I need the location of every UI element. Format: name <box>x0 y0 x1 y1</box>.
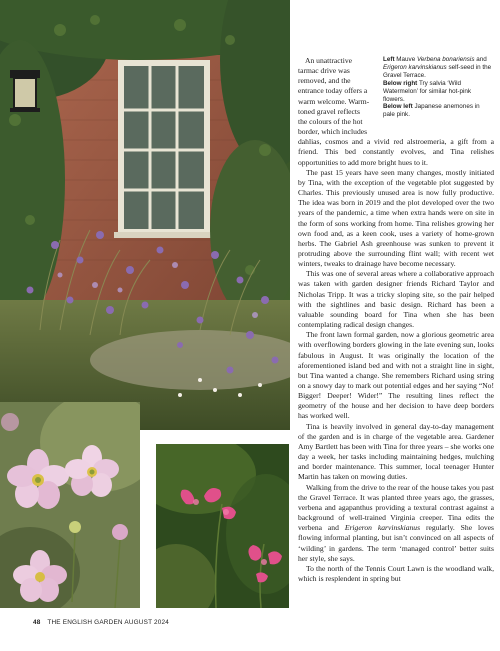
caption-left-label: Left <box>383 56 395 63</box>
caption-left-text: Mauve <box>396 56 416 63</box>
text-run: regularly. She loves flowing informal planting, but isn’t convinced on all aspects of ‘wilding’ in gardens. The term ‘managed control’ better suits her style, she says. <box>298 523 494 563</box>
article-paragraph: This was one of several areas where a collaborative approach was taken with garden designer friends Richard Taylor and Nicholas Tripp. It was a tricky sloping site, so the pair helped with the sightlines and basic design. Richard has been a valuable sounding board for Tina when she has been contemplating radical design changes. <box>298 269 494 330</box>
text-line: toned gravel reflects <box>298 106 360 116</box>
caption-species: Erigeron karvinskianus <box>383 63 447 71</box>
article-paragraph: The past 15 years have seen many changes, mostly initiated by Tina, with the exception of the vegetable plot suggested by Charles. This previously unused area is now fully productive. The idea was born in 2019 and the plot developed over the two years of the pandemic, a time when extra hands were on site in the form of sons working from home. Tina relishes growing her own food and, as a keen cook, uses a variety of home-grown herbs. The Gabriel Ash greenhouse was sunken to prevent it protruding above the surrounding flint wall; with recent wet winters, tweaks to drainage have become necessary. <box>298 167 494 269</box>
article-paragraph-intro <box>298 56 378 137</box>
salvia-photo <box>156 444 289 608</box>
text-line: An unattractive <box>305 56 353 65</box>
caption-left-text: self-seed in the Gravel Terrace. <box>383 63 492 79</box>
caption-species: Verbena bonariensis <box>416 56 475 63</box>
article-paragraph: To the north of the Tennis Court Lawn is the woodland walk, which is resplendent in spring but <box>298 563 494 583</box>
page-number: 48 <box>33 619 41 626</box>
caption-below-right-label: Below right <box>383 79 418 87</box>
publication-name: THE ENGLISH GARDEN <box>47 619 123 626</box>
page-footer <box>33 619 169 626</box>
text-line: the colours of the hot <box>298 116 363 126</box>
garden-house-photo <box>0 0 290 430</box>
article-body <box>298 56 494 584</box>
text-line: removed, and the <box>298 76 351 86</box>
species-name: Erigeron karvinskianus <box>344 523 421 533</box>
article-paragraph: The front lawn formal garden, now a glorious geometric area with overflowing borders glowing in the late evening sun, looks fabulous in August. It was originally the location of the aforementioned island bed and with not a straight line in sight, but Tina wanted a change. She remembers Richard using string on a snowy day to mark out potential edges and her saying “No! Bigger! Deeper! Wider!” The resulting lines reflect the geometry of the house and her decision to have deep borders has worked well. <box>298 330 494 421</box>
japanese-anemone-photo <box>0 402 140 608</box>
article-paragraph <box>298 483 494 564</box>
text-line: tarmac drive was <box>298 66 350 76</box>
caption-below-left-text: Japanese anemones in pale pink. <box>383 103 480 119</box>
caption-below-left-label: Below left <box>383 103 413 111</box>
caption-below-right-text: Try salvia ‘Wild Watermelon’ for similar hot-pink flowers. <box>383 79 472 103</box>
text-run: Walking from the drive to the rear of the house takes you past the Gravel Terrace. It was planted three years ago, the grasses, verbena and agapanthus providing a textural contrast against a background of well-trained Virginia creeper. Tina edits the verbena and <box>298 482 494 533</box>
issue-date: AUGUST 2024 <box>124 619 170 626</box>
article-paragraph: dahlias, cosmos and a vivid red alstroemeria, a gift from a friend. This bed constantly evolves, and Tina relishes opportunities to add more bright hues to it. <box>298 137 494 167</box>
article-paragraph: Tina is heavily involved in general day-to-day management of the garden and is in charge of the vegetable area. Gardener Amy Bartlett has been with Tina for three years – she works one day a week, her tasks including maintaining hedges, mulching and border maintenance. This summer, local teenager Hunter Martin has taken on mowing duties. <box>298 421 494 482</box>
text-line: warm welcome. Warm- <box>298 96 370 106</box>
text-line: border, which includes <box>298 127 368 137</box>
text-line: entrance today offers a <box>298 86 368 96</box>
caption-left-text: and <box>476 56 487 63</box>
